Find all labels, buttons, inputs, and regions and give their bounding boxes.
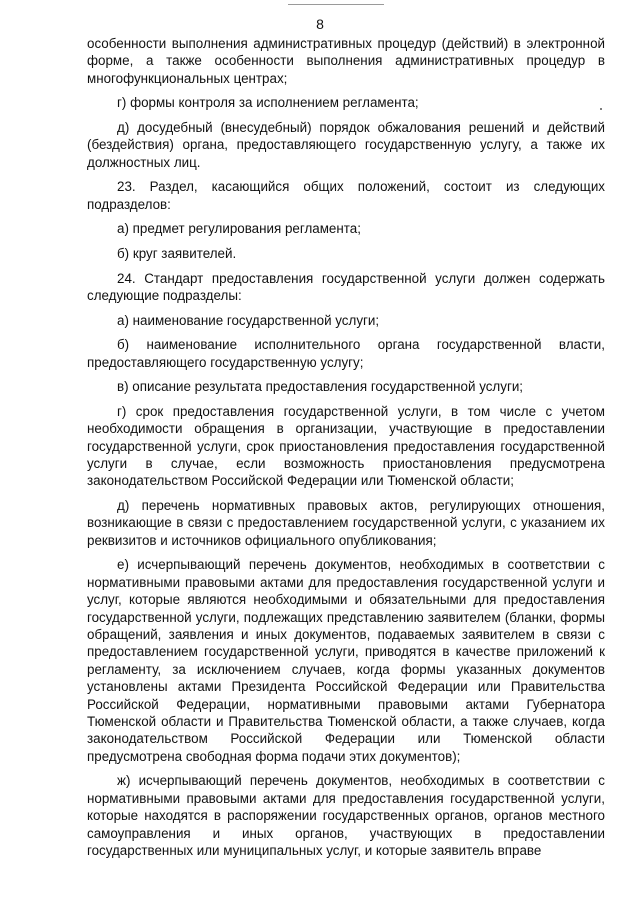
paragraph-24-item-b: б) наименование исполнительного органа государственной власти, предоставляющего государственную услугу; [87,337,605,370]
paragraph-item-g-control: г) формы контроля за исполнением регламента; [117,95,419,111]
paragraph-23-item-b: б) круг заявителей. [117,246,237,261]
paragraph-23: 23. Раздел, касающийся общих положений, состоит из следующих подразделов: [87,179,605,212]
paragraph-24-item-g: г) срок предоставления государственной услуги, в том числе с учетом необходимости обращения в организации, участвующие в предоставлении государственной услуги, срок приостановления предоставления государственной услуги в случае, если возможность приостановления предусмотрена законодательством Российской Федерации или Тюменской области; [87,403,605,489]
document-body [87,35,605,867]
paragraph-continuation: особенности выполнения административных процедур (действий) в электронной форме, а также особенности выполнения административных процедур в многофункциональных центрах; [87,36,605,86]
paragraph-24: 24. Стандарт предоставления государственной услуги должен содержать следующие подразделы: [87,270,605,303]
paragraph-24-item-d: д) перечень нормативных правовых актов, регулирующих отношения, возникающие в связи с предоставлением государственной услуги, с указанием их реквизитов и источников официального опубликования; [87,498,605,548]
paragraph-24-item-a: а) наименование государственной услуги; [117,312,380,328]
paragraph-24-item-e: е) исчерпывающий перечень документов, необходимых в соответствии с нормативными правовыми актами для предоставления государственной услуги и услуг, которые являются необходимыми и обязательными для предоставления государственной услуги, подлежащих представлению заявителем (бланки, формы обращений, заявления и иных документов, подаваемых заявителем в связи с предоставлением государственной услуги, приводятся в качестве приложений к регламенту, за исключением случаев, когда формы указанных документов установлены актами Президента Российской Федерации или Правительства Российской Федерации, нормативными правовыми актами Губернатора Тюменской области и Правительства Тюменской области, а также случаев, когда законодательством Российской Федерации или Тюменской области предусмотрена свободная форма подачи этих документов); [87,557,605,764]
top-rule [288,4,384,5]
paragraph-item-d-appeal: д) досудебный (внесудебный) порядок обжалования решений и действий (бездействия) органа, предоставляющего государственную услугу, а также их должностных лиц. [87,120,605,170]
paragraph-23-item-a: а) предмет регулирования регламента; [117,221,361,237]
page-number: 8 [316,16,324,32]
paragraph-24-item-v: в) описание результата предоставления государственной услуги; [117,379,524,395]
paragraph-24-item-zh: ж) исчерпывающий перечень документов, необходимых в соответствии с нормативными правовыми актами для предоставления государственной услуги, которые находятся в распоряжении государственных органов, органов местного самоуправления и иных органов, участвующих в предоставлении государственных или муниципальных услуг, и которые заявитель вправе [87,773,605,859]
